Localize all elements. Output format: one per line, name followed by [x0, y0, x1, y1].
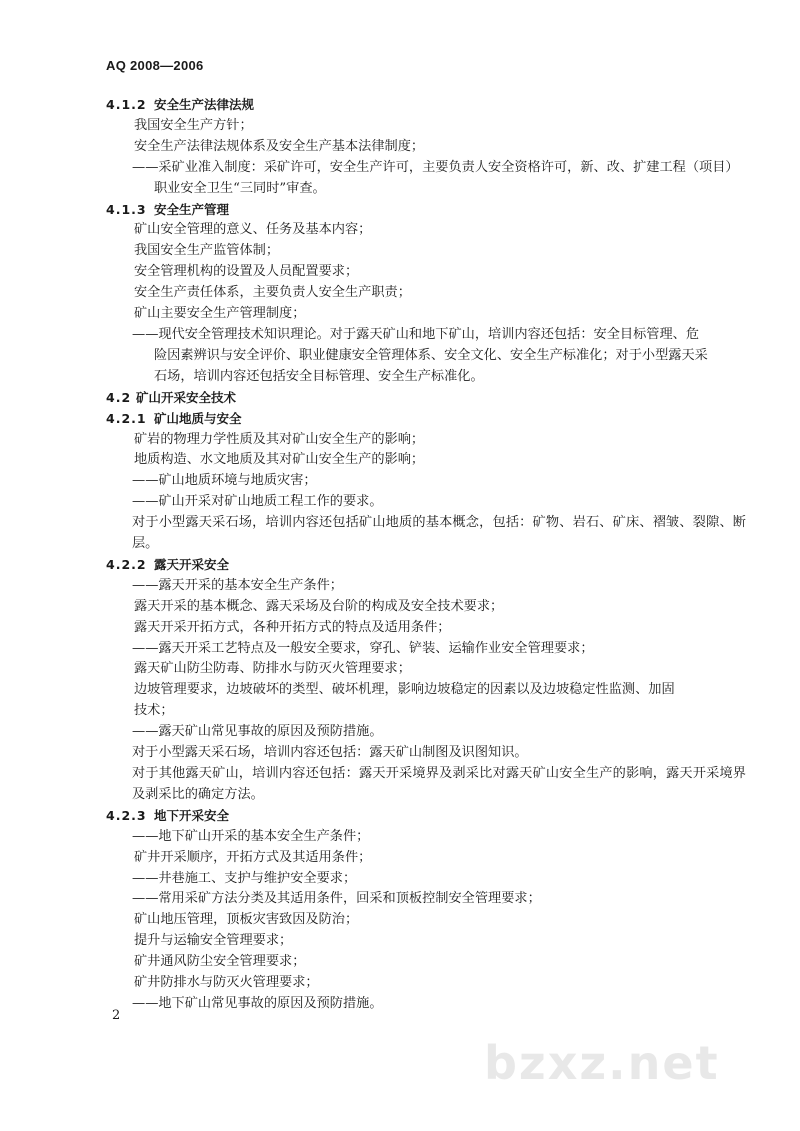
- section-title: 安全生产管理: [154, 201, 230, 217]
- section-heading: [106, 555, 746, 576]
- list-item: ——露天开采工艺特点及一般安全要求，穿孔、铲装、运输作业安全管理要求；: [132, 640, 594, 656]
- list-item: 露天开采的基本概念、露天采场及台阶的构成及安全技术要求；: [134, 598, 504, 614]
- list-item: ——矿山地质环境与地质灾害；: [132, 473, 317, 489]
- section-title: 露天开采安全: [154, 556, 230, 572]
- section-heading: [106, 200, 746, 221]
- paragraph: 对于其他露天矿山，培训内容还包括：露天开采境界及剥采比对露天矿山安全生产的影响，露天开采境界及剥采比的确定方法。: [132, 766, 746, 802]
- list-item: 我国安全生产方针；: [134, 117, 253, 133]
- list-item: ——井巷施工、支护与维护安全要求；: [132, 870, 357, 886]
- watermark: bzxz.net: [484, 1036, 720, 1090]
- list-item: ——地下矿山开采的基本安全生产条件；: [132, 828, 370, 844]
- page-number: 2: [112, 1008, 121, 1023]
- document-header: AQ 2008—2006: [106, 58, 204, 73]
- list-item: 矿山主要安全生产管理制度；: [134, 306, 306, 322]
- list-item: 矿井防排水与防灭火管理要求；: [134, 975, 319, 991]
- list-item: 险因素辨识与安全评价、职业健康安全管理体系、安全文化、安全生产标准化；对于小型露天采: [154, 347, 708, 363]
- list-item: 矿岩的物理力学性质及其对矿山安全生产的影响；: [134, 431, 425, 447]
- section-number: 4.1.2: [106, 97, 147, 112]
- list-item: ——常用采矿方法分类及其适用条件，回采和顶板控制安全管理要求；: [132, 891, 541, 907]
- list-item: 技术；: [134, 703, 174, 719]
- list-item: 安全生产法律法规体系及安全生产基本法律制度；: [134, 138, 425, 154]
- paragraph: 对于小型露天采石场，培训内容还包括：露天矿山制图及识图知识。: [132, 745, 528, 761]
- section-number: 4.2.3: [106, 807, 147, 823]
- document-body: [106, 95, 746, 1015]
- list-item: ——地下矿山常见事故的原因及预防措施。: [132, 995, 383, 1011]
- list-item: 矿井开采顺序，开拓方式及其适用条件；: [134, 849, 372, 865]
- list-item: ——露天矿山常见事故的原因及预防措施。: [132, 724, 383, 740]
- list-item: 露天开采开拓方式，各种开拓方式的特点及适用条件；: [134, 619, 451, 635]
- list-item: 安全生产责任体系，主要负责人安全生产职责；: [134, 285, 411, 301]
- section-heading: [106, 388, 746, 409]
- list-item: 石场，培训内容还包括安全目标管理、安全生产标准化。: [154, 368, 484, 384]
- paragraph: 对于小型露天采石场，培训内容还包括矿山地质的基本概念，包括：矿物、岩石、矿床、褶皱、裂隙、断层。: [132, 515, 746, 552]
- list-item: 矿山地压管理，顶板灾害致因及防治；: [134, 912, 359, 928]
- list-item: 边坡管理要求，边坡破坏的类型、破坏机理，影响边坡稳定的因素以及边坡稳定性监测、加固: [134, 682, 675, 698]
- section-title: 地下开采安全: [154, 807, 230, 823]
- section-number: 4.2.2: [106, 556, 147, 572]
- list-item: ——矿山开采对矿山地质工程工作的要求。: [132, 494, 383, 510]
- section-number: 4.1.3: [106, 201, 147, 217]
- section-heading: [106, 95, 746, 116]
- list-item: 矿山安全管理的意义、任务及基本内容；: [134, 222, 372, 238]
- list-item: 我国安全生产监管体制；: [134, 243, 280, 259]
- list-item: 安全管理机构的设置及人员配置要求；: [134, 264, 359, 280]
- section-title: 安全生产法律法规: [154, 97, 255, 112]
- list-item: ——现代安全管理技术知识理论。对于露天矿山和地下矿山，培训内容还包括：安全目标管理、危: [132, 326, 700, 342]
- section-number: 4.2.1: [106, 410, 147, 426]
- section-title: 矿山开采安全技术: [136, 389, 237, 405]
- list-item: 矿井通风防尘安全管理要求；: [134, 954, 306, 970]
- section-title: 矿山地质与安全: [154, 410, 242, 426]
- section-number: 4.2: [106, 389, 132, 405]
- section-heading: [106, 409, 746, 430]
- list-item: 职业安全卫生“三同时”审查。: [154, 180, 326, 196]
- list-item: ——采矿业准入制度：采矿许可，安全生产许可，主要负责人安全资格许可，新、改、扩建工程（项目）: [132, 159, 739, 175]
- list-item: 提升与运输安全管理要求；: [134, 933, 293, 949]
- list-item: ——露天开采的基本安全生产条件；: [132, 577, 343, 593]
- section-heading: [106, 806, 746, 827]
- list-item: 露天矿山防尘防毒、防排水与防灭火管理要求；: [134, 661, 411, 677]
- list-item: 地质构造、水文地质及其对矿山安全生产的影响；: [134, 452, 425, 468]
